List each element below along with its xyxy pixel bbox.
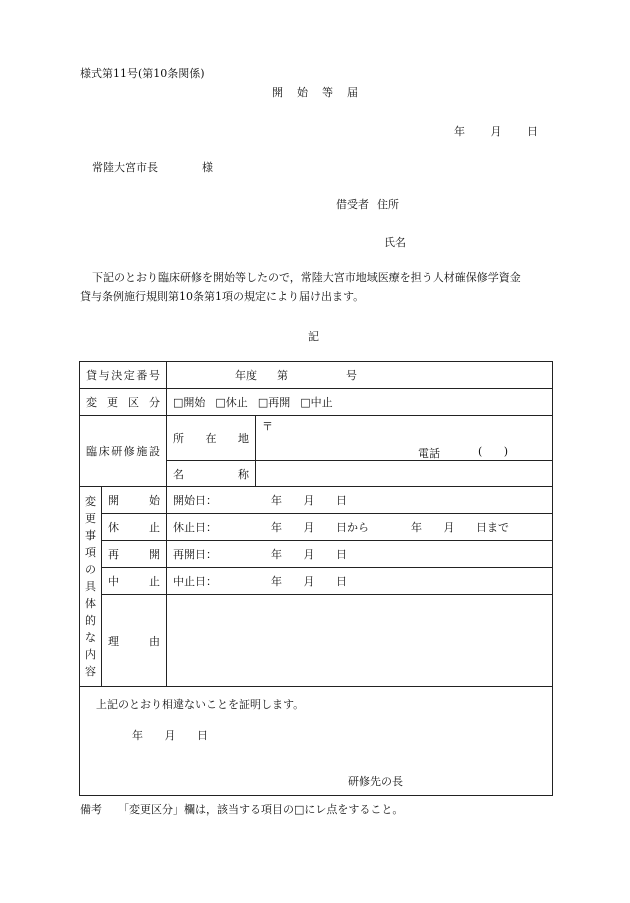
- remarks-label: 備考: [80, 803, 102, 816]
- option-cancel-checkbox[interactable]: □中止: [300, 396, 333, 409]
- borrower-label: 借受者: [336, 198, 369, 211]
- details-label-cell: [80, 487, 102, 687]
- loan-number-label: 貸与決定番号: [86, 369, 160, 382]
- option-suspend-checkbox[interactable]: □休止: [215, 396, 248, 409]
- start-label-cell: [102, 487, 167, 514]
- body-text: [80, 268, 560, 306]
- reason-label-cell: [102, 595, 167, 687]
- borrower-name-label: 氏名: [384, 236, 406, 249]
- suspend-label: 休止: [108, 521, 160, 534]
- addressee-name: 常陸大宮市長: [92, 161, 158, 174]
- facility-name-value-cell[interactable]: [256, 461, 553, 487]
- addressee-honorific: 様: [202, 161, 213, 174]
- resume-label-cell: [102, 541, 167, 568]
- loan-gou-label: 号: [346, 369, 357, 382]
- borrower-address-row: [336, 196, 399, 212]
- suspend-label-cell: [102, 514, 167, 541]
- resume-date-label: 再開日：: [173, 548, 217, 561]
- address-label: 住所: [377, 198, 399, 211]
- resume-date-blanks: 年 月 日: [271, 548, 347, 561]
- location-label-cell: [167, 416, 256, 461]
- start-value-cell[interactable]: [167, 487, 553, 514]
- remarks: [80, 801, 403, 817]
- cancel-date-blanks: 年 月 日: [271, 575, 347, 588]
- start-label: 開始: [108, 494, 160, 507]
- phone-label: 電話: [418, 447, 440, 460]
- cancel-value-cell[interactable]: [167, 568, 553, 595]
- start-date-blanks: 年 月 日: [271, 494, 347, 507]
- remarks-text: 「変更区分」欄は，該当する項目の□にレ点をすること。: [118, 803, 404, 816]
- suspend-date-to: 年 月 日まで: [411, 521, 509, 534]
- cancel-date-label: 中止日：: [173, 575, 217, 588]
- certification-cell: [80, 687, 553, 796]
- loan-year-label: 年度: [235, 369, 257, 382]
- certification-date: 年 月 日: [132, 729, 208, 742]
- facility-label-cell: [80, 416, 167, 487]
- form-number: 様式第11号(第10条関係): [80, 67, 205, 80]
- facility-name-label-cell: [167, 461, 256, 487]
- certification-text: 上記のとおり相違ないことを証明します。: [96, 698, 305, 711]
- loan-number-value-cell[interactable]: [167, 362, 553, 389]
- facility-label: 臨床研修施設: [86, 445, 160, 458]
- certification-signer: 研修先の長: [348, 775, 403, 788]
- submission-date: 年 月 日: [454, 125, 538, 138]
- postal-mark: 〒: [262, 420, 273, 433]
- resume-value-cell[interactable]: [167, 541, 553, 568]
- suspend-date-label: 休止日：: [173, 521, 217, 534]
- reason-value-cell[interactable]: [167, 595, 553, 687]
- change-category-label-cell: [80, 389, 167, 416]
- facility-name-label: 名称: [173, 467, 249, 481]
- suspend-value-cell[interactable]: [167, 514, 553, 541]
- body-line-1: 下記のとおり臨床研修を開始等したので，常陸大宮市地域医療を担う人材確保修学資金: [92, 271, 521, 284]
- cancel-label: 中止: [108, 575, 160, 588]
- option-start-checkbox[interactable]: □開始: [173, 396, 206, 409]
- suspend-date-from: 年 月 日から: [271, 521, 369, 534]
- details-label: 変更事項の具体的な内容: [85, 495, 96, 678]
- start-date-label: 開始日：: [173, 494, 217, 507]
- location-value-cell[interactable]: [256, 416, 553, 461]
- option-resume-checkbox[interactable]: □再開: [257, 396, 291, 409]
- reason-label: 理由: [108, 634, 160, 648]
- body-line-2: 貸与条例施行規則第10条第1項の規定により届け出ます。: [80, 290, 365, 303]
- resume-label: 再開: [108, 548, 160, 561]
- addressee: [92, 159, 213, 175]
- notification-table: [79, 361, 553, 796]
- form-title: 開始等届: [272, 86, 372, 99]
- location-label: 所在地: [173, 432, 249, 445]
- ki-heading: 記: [308, 330, 319, 343]
- loan-dai-label: 第: [277, 369, 288, 382]
- phone-parens: ( ): [478, 445, 509, 458]
- cancel-label-cell: [102, 568, 167, 595]
- loan-number-label-cell: [80, 362, 167, 389]
- change-category-label: 変更区分: [86, 396, 160, 409]
- change-options-cell: [167, 389, 553, 416]
